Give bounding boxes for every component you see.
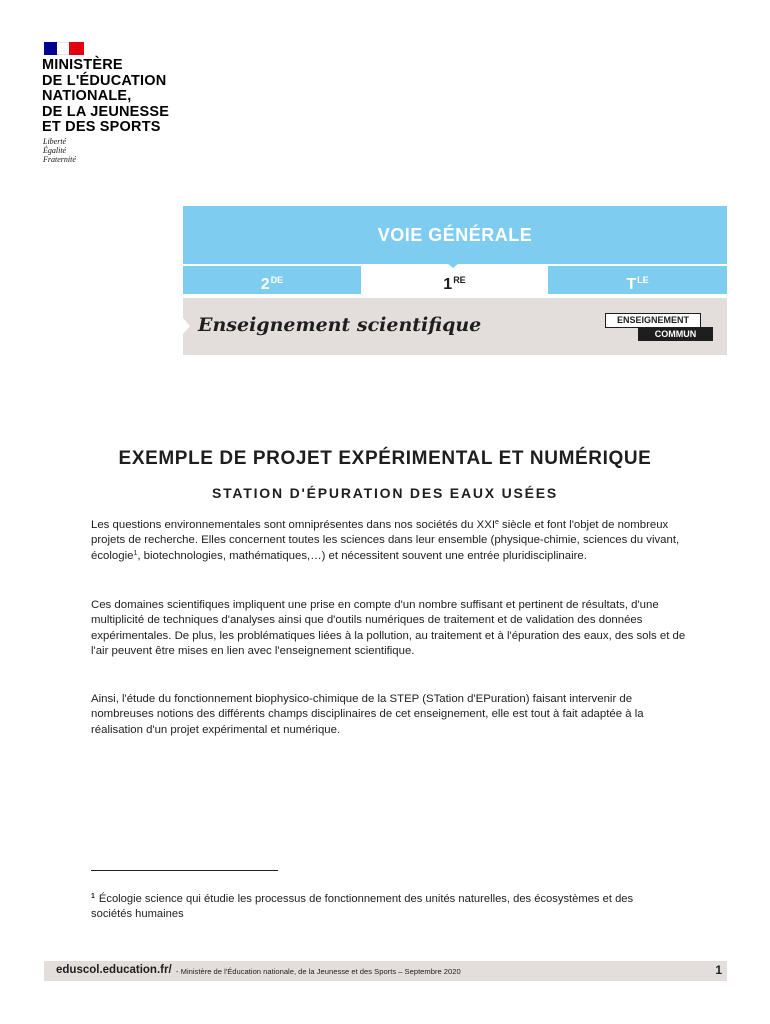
footnote-ref[interactable]: 1 [133, 549, 138, 557]
page-number: 1 [715, 963, 722, 977]
footnote-text: Écologie science qui étudie les processus de fonctionnement des unités naturelles, des écosystèmes et des sociétés humaines [91, 893, 634, 921]
paragraph-domains: Ces domaines scientifiques impliquent une prise en compte d'un nombre suffisant et pertinent de résultats, d'une multiplicité de techniques d'analyses ainsi que d'outils numériques de traitement et de validation des données expérimentales. De plus, les problématiques liées à la pollution, au traitement et à l'épuration des eaux, des sols et de l'air peuvent être mises en lien avec l'enseignement scientifique. [91, 599, 686, 658]
grade-premiere [364, 266, 545, 294]
grade-terminale [548, 266, 727, 294]
motto-line: Égalité [43, 146, 67, 155]
voie-banner: VOIE GÉNÉRALE [183, 206, 727, 264]
ministry-line: DE LA JEUNESSE [42, 103, 170, 120]
footnote [91, 892, 651, 923]
republic-motto [43, 137, 76, 164]
subject-title: Enseignement scientifique [198, 314, 482, 336]
ministry-line: DE L'ÉDUCATION [42, 72, 167, 89]
grade-suffix: LE [637, 275, 649, 285]
footnote-divider [91, 870, 278, 871]
text-run: , biotechnologies, mathématiques,…) et nécessitent souvent une entrée pluridisciplinaire. [137, 549, 587, 562]
band-arrow-icon [183, 318, 190, 334]
grade-suffix: DE [270, 275, 284, 285]
grade-label: 1 [443, 276, 453, 293]
text-run: siècle et font l'objet de nombreux projets de recherche. Elles concernent toutes les sciences dans leur ensemble (physique-chimie, sciences du vivant, écologie [91, 519, 680, 562]
ministry-line: ET DES SPORTS [42, 119, 161, 135]
grade-seconde [183, 266, 361, 294]
footer-note: - Ministère de l'Éducation nationale, de la Jeunesse et des Sports – Septembre 2020 [176, 967, 461, 976]
grade-label: 2 [260, 276, 270, 293]
ministry-name [42, 58, 202, 136]
tag-commun: COMMUN [638, 327, 713, 341]
document-title: EXEMPLE DE PROJET EXPÉRIMENTAL ET NUMÉRIQUE [118, 448, 652, 469]
motto-line: Liberté [43, 137, 67, 146]
tag-enseignement: ENSEIGNEMENT [605, 313, 701, 328]
active-grade-pointer-icon [447, 263, 459, 268]
grade-suffix: RE [453, 275, 466, 285]
footnote-marker: 1 [91, 893, 95, 900]
motto-line: Fraternité [43, 155, 76, 164]
century-suffix: e [494, 519, 499, 526]
french-flag-logo [44, 42, 84, 55]
text-run: Les questions environnementales sont omniprésentes dans nos sociétés du XXI [91, 519, 495, 531]
footer-site-link[interactable]: eduscol.education.fr/ [56, 964, 172, 976]
ministry-line: NATIONALE, [42, 88, 132, 104]
grade-label: T [626, 276, 637, 293]
document-subtitle: STATION D'ÉPURATION DES EAUX USÉES [211, 485, 559, 501]
paragraph-step: Ainsi, l'étude du fonctionnement biophysico-chimique de la STEP (STation d'EPuration) faisant intervenir de nombreuses notions des différents champs disciplinaires de cet enseignement, elle est tout à fait adaptée à la réalisation d'un projet expérimental et numérique. [91, 693, 644, 736]
ministry-line: MINISTÈRE [42, 57, 123, 73]
paragraph-intro [91, 518, 691, 564]
